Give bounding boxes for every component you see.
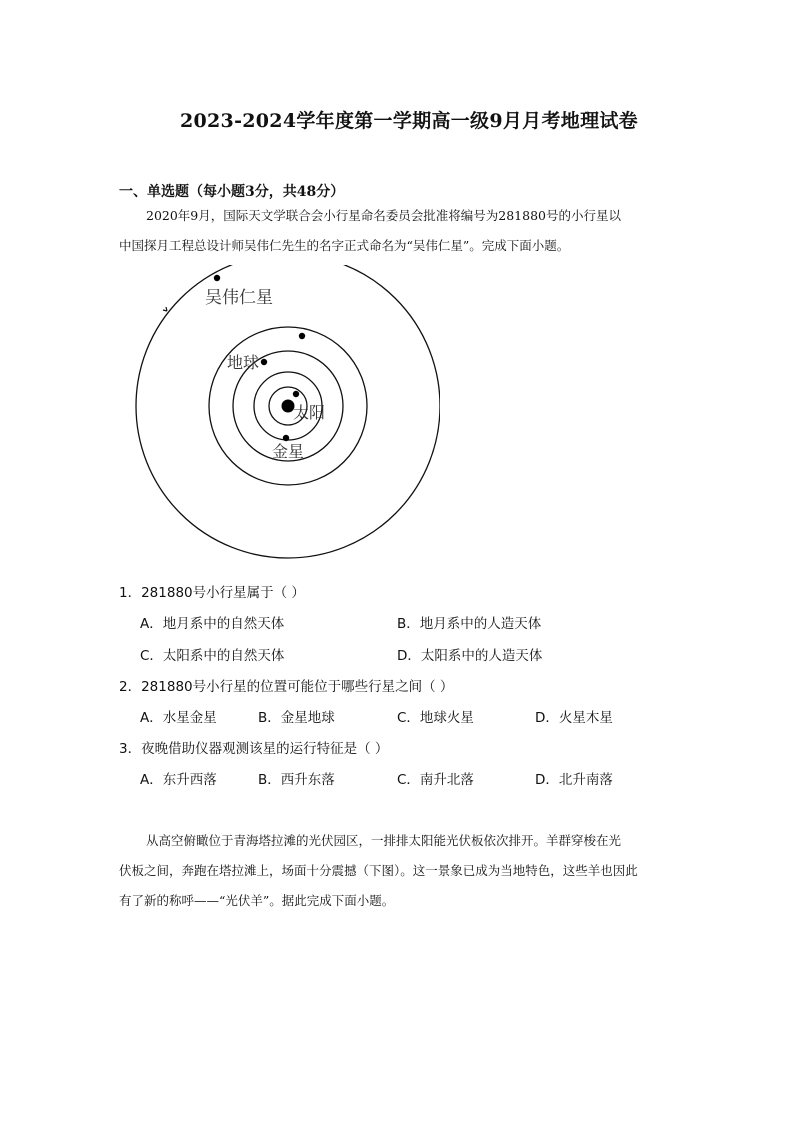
question-1-stem: 1．281880号小行星属于（ ）	[119, 585, 305, 601]
question-3-stem: 3．夜晚借助仪器观测该星的运行特征是（ ）	[119, 741, 389, 757]
question-3-option-d: D．北升南落	[535, 772, 613, 788]
question-3-option-a: A．东升西落	[140, 772, 217, 788]
passage2-line-2: 伏板之间，奔跑在塔拉滩上，场面十分震撼（下图）。这一景象已成为当地特色，这些羊也因此	[119, 863, 638, 878]
outer-planet-dot	[299, 333, 305, 339]
earth-dot	[261, 359, 267, 365]
question-3-option-c: C．南升北落	[397, 772, 474, 788]
question-2-option-d: D．火星木星	[535, 710, 613, 726]
intro-line-1: 2020年9月，国际天文学联合会小行星命名委员会批准将编号为281880号的小行星以	[146, 208, 621, 223]
venus-dot	[283, 435, 289, 441]
question-2-option-a: A．水星金星	[140, 710, 217, 726]
sun-label: 太阳	[293, 403, 326, 422]
question-1-option-c: C．太阳系中的自然天体	[140, 648, 285, 664]
mercury-dot	[293, 391, 299, 397]
question-1-option-d: D．太阳系中的人造天体	[397, 648, 543, 664]
section-heading: 一、单选题（每小题3分，共48分）	[119, 184, 345, 200]
venus-label: 金星	[272, 442, 305, 461]
passage2-line-3: 有了新的称呼——“光伏羊”。据此完成下面小题。	[119, 893, 395, 908]
exam-title: 2023-2024学年度第一学期高一级9月月考地理试卷	[180, 110, 638, 132]
solar-system-diagram	[110, 265, 440, 575]
question-2-option-b: B．金星地球	[258, 710, 335, 726]
passage2-line-1: 从高空俯瞰位于青海塔拉滩的光伏园区，一排排太阳能光伏板依次排开。羊群穿梭在光	[146, 833, 622, 848]
intro-line-2: 中国探月工程总设计师吴伟仁先生的名字正式命名为“吴伟仁星”。完成下面小题。	[119, 238, 570, 253]
question-3-option-b: B．西升东落	[258, 772, 335, 788]
question-2-stem: 2．281880号小行星的位置可能位于哪些行星之间（ ）	[119, 679, 454, 695]
asteroid-dot	[214, 275, 220, 281]
question-1-option-b: B．地月系中的人造天体	[397, 616, 542, 632]
orbit-direction-arrow-icon	[163, 307, 167, 311]
asteroid-label: 吴伟仁星	[205, 288, 273, 308]
question-2-option-c: C．地球火星	[397, 710, 474, 726]
question-1-option-a: A．地月系中的自然天体	[140, 616, 285, 632]
earth-label: 地球	[227, 353, 260, 372]
